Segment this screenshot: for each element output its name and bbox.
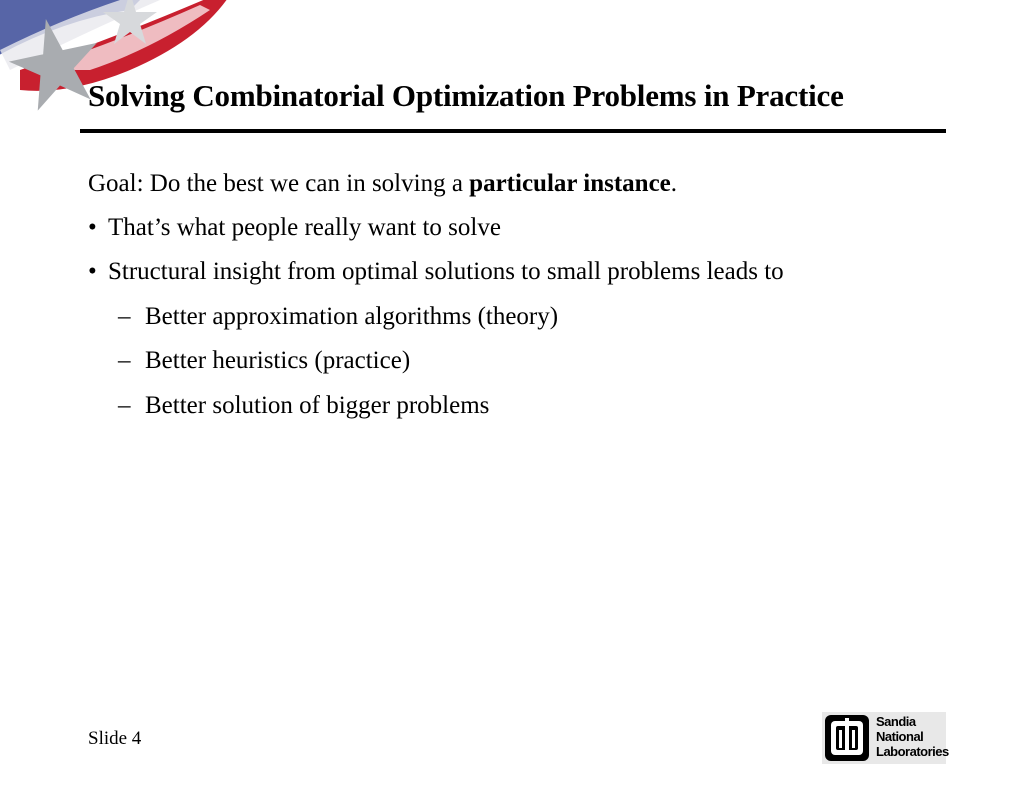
logo-line: National: [876, 729, 924, 744]
logo-line: Laboratories: [876, 744, 949, 759]
sub-bullet-item: [118, 343, 410, 379]
bullet-item: [88, 210, 501, 246]
goal-statement: [88, 166, 677, 202]
bullet-item: [88, 254, 784, 290]
sub-bullet-text: Better solution of bigger problems: [145, 392, 490, 419]
goal-prefix: Goal: Do the best we can in solving a: [88, 170, 470, 197]
goal-emphasis: particular instance: [469, 170, 671, 197]
sub-bullet-text: Better approximation algorithms (theory): [145, 303, 559, 330]
bullet-text: That’s what people really want to solve: [108, 214, 501, 241]
sandia-logo: [822, 712, 949, 764]
goal-suffix: .: [670, 170, 678, 197]
slide-title: Solving Combinatorial Optimization Problems in Practice: [88, 78, 844, 113]
title-divider: [80, 129, 946, 133]
bullet-marker: •: [88, 214, 97, 241]
dash-marker: –: [118, 347, 131, 374]
logo-wordmark: [876, 714, 949, 759]
dash-marker: –: [118, 303, 131, 330]
slide-number: Slide 4: [88, 728, 142, 749]
bullet-text: Structural insight from optimal solutions to small problems leads to: [108, 258, 784, 285]
sandia-thunderbird-icon: [824, 714, 870, 762]
bullet-marker: •: [88, 258, 97, 285]
sub-bullet-text: Better heuristics (practice): [145, 347, 411, 374]
logo-line: Sandia: [876, 714, 916, 729]
dash-marker: –: [118, 392, 131, 419]
sub-bullet-item: [118, 388, 489, 424]
sub-bullet-item: [118, 299, 558, 335]
